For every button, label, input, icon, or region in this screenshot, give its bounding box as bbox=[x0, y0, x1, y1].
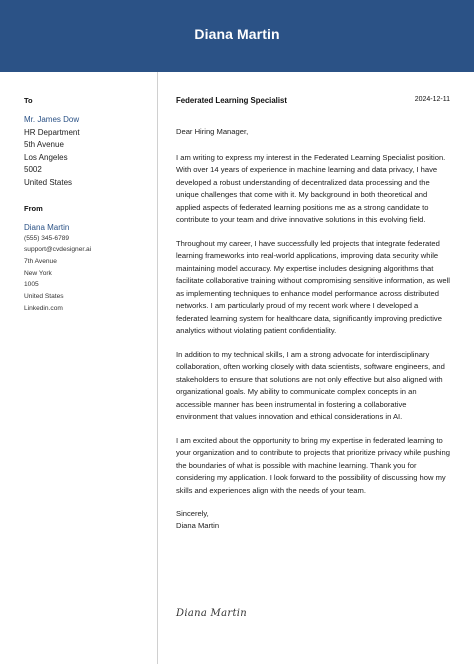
recipient-department: HR Department bbox=[24, 127, 80, 137]
greeting: Dear Hiring Manager, bbox=[176, 127, 249, 136]
closing-block bbox=[176, 508, 450, 531]
job-title: Federated Learning Specialist bbox=[176, 96, 287, 105]
recipient-country: United States bbox=[24, 177, 73, 187]
sender-name: Diana Martin bbox=[24, 222, 70, 232]
closing-name: Diana Martin bbox=[176, 520, 220, 530]
header-banner bbox=[0, 0, 474, 72]
sender-street: 7th Avenue bbox=[24, 257, 57, 265]
paragraph-1: I am writing to express my interest in the Federated Learning Specialist position. With over 14 years of experience in machine learning and data privacy, I have developed a robust understanding of decentralized data processing and the unique challenges that come with it. My background in both theoretical and applied aspects of federated learning positions me as a strong candidate to contribute to your team and drive innovative solutions in this evolving field. bbox=[176, 152, 446, 224]
sidebar bbox=[24, 96, 152, 314]
letter-date: 2024-12-11 bbox=[414, 96, 450, 103]
sender-linkedin: Linkedin.com bbox=[24, 304, 63, 312]
sender-email: support@cvdesigner.ai bbox=[24, 246, 92, 254]
sender-country: United States bbox=[24, 293, 64, 301]
recipient-zip: 5002 bbox=[24, 165, 42, 175]
paragraph-2: Throughout my career, I have successfully led projects that integrate federated learning frameworks into real-world applications, improving data security while maintaining model accuracy. My expertise includes designing algorithms that facilitate collaborative training without compromising sensitive information, as well as implementing techniques to enhance model performance across distributed networks. I am particularly proud of my recent work where I developed a federated learning system for healthcare data, significantly improving predictive analytics without violating patient confidentiality. bbox=[176, 238, 450, 335]
sender-phone: (555) 345-6789 bbox=[24, 234, 70, 242]
sender-city: New York bbox=[24, 269, 52, 277]
handwritten-signature: Diana Martin bbox=[176, 608, 247, 619]
to-heading: To bbox=[24, 96, 33, 105]
recipient-block bbox=[24, 114, 152, 190]
recipient-street: 5th Avenue bbox=[24, 140, 64, 150]
from-heading: From bbox=[24, 203, 43, 213]
sender-zip: 1005 bbox=[24, 281, 39, 289]
applicant-name: Diana Martin bbox=[194, 26, 280, 42]
recipient-name: Mr. James Dow bbox=[24, 115, 80, 124]
recipient-city: Los Angeles bbox=[24, 152, 68, 162]
column-divider bbox=[157, 72, 158, 664]
sender-block bbox=[24, 222, 152, 315]
paragraph-4: I am excited about the opportunity to bring my expertise in federated learning to your organization and to contribute to projects that prioritize privacy while pushing the boundaries of what is possible with machine learning. Thank you for considering my application. I look forward to the possibility of discussing how my skills and experiences align with the needs of your team. bbox=[176, 435, 450, 495]
closing: Sincerely, bbox=[176, 509, 209, 518]
paragraph-3: In addition to my technical skills, I am a strong advocate for interdisciplinary collaboration, often working closely with data scientists, software engineers, and stakeholders to ensure that solutions are not only effective but also aligned with organizational goals. My ability to communicate complex concepts in an accessible manner has been instrumental in fostering a collaborative environment that values innovation and ethical considerations in AI. bbox=[176, 349, 445, 421]
letter-text bbox=[176, 126, 450, 531]
